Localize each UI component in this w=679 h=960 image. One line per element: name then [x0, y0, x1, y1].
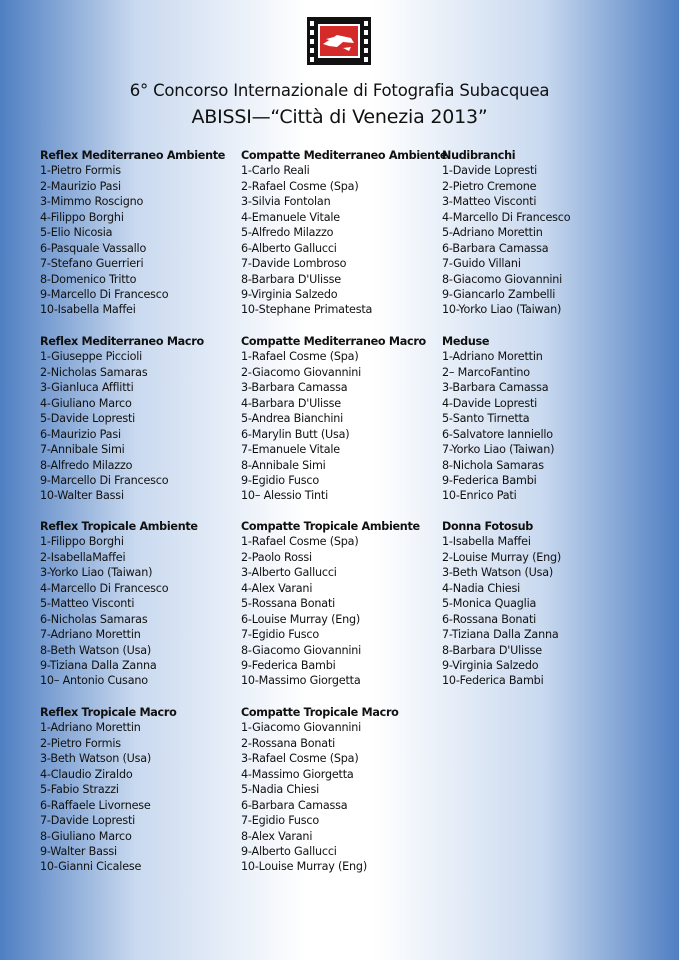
ranking-entry: 4-Barbara D'Ulisse — [241, 396, 341, 410]
ranking-entry: 6-Rossana Bonati — [442, 612, 537, 626]
ranking-entry: 4-Massimo Giorgetta — [241, 767, 354, 781]
ranking-entry: 1-Davide Lopresti — [442, 164, 538, 178]
ranking-entry: 8-Giacomo Giovannini — [442, 272, 563, 286]
category-heading: Nudibranchi — [442, 149, 516, 162]
ranking-entry: 2-Pietro Formis — [40, 736, 121, 750]
ranking-entry: 9-Virginia Salzedo — [442, 658, 539, 672]
ranking-entry: 5-Davide Lopresti — [40, 412, 136, 426]
ranking-entry: 3-Matteo Visconti — [442, 195, 537, 209]
ranking-entry: 10-Enrico Pati — [442, 489, 517, 503]
film-strip-flag-logo — [307, 17, 371, 65]
ranking-entry: 8-Barbara D'Ulisse — [442, 643, 542, 657]
ranking-entry: 1-Carlo Reali — [241, 164, 310, 178]
ranking-entry: 1-Adriano Morettin — [40, 721, 141, 735]
ranking-entry: 4-Marcello Di Francesco — [40, 581, 169, 595]
ranking-entry: 2-Paolo Rossi — [241, 550, 312, 564]
category-heading: Reflex Tropicale Macro — [40, 706, 177, 719]
ranking-entry: 3-Alberto Gallucci — [241, 566, 337, 580]
category-section — [40, 705, 240, 875]
ranking-entry: 6-Barbara Camassa — [442, 241, 549, 255]
ranking-entry: 9-Marcello Di Francesco — [40, 473, 169, 487]
ranking-entry: 9-Tiziana Dalla Zanna — [40, 658, 157, 672]
category-section — [442, 148, 642, 318]
ranking-entry: 5-Rossana Bonati — [241, 597, 336, 611]
ranking-entry: 7-Emanuele Vitale — [241, 443, 340, 457]
ranking-entry: 8-Nichola Samaras — [442, 458, 544, 472]
ranking-entry: 8-Alex Varani — [241, 829, 313, 843]
ranking-entry: 7-Davide Lombroso — [241, 257, 347, 271]
category-section — [241, 334, 441, 504]
category-heading: Donna Fotosub — [442, 520, 533, 533]
ranking-entry: 7-Yorko Liao (Taiwan) — [442, 443, 555, 457]
ranking-entry: 10-Yorko Liao (Taiwan) — [442, 303, 562, 317]
ranking-entry: 2-Maurizio Pasi — [40, 179, 121, 193]
ranking-entry: 7-Guido Villani — [442, 257, 521, 271]
category-section — [442, 334, 642, 504]
ranking-entry: 7-Adriano Morettin — [40, 628, 141, 642]
ranking-entry: 9-Walter Bassi — [40, 844, 117, 858]
ranking-entry: 4-Davide Lopresti — [442, 396, 538, 410]
ranking-entry: 2-Louise Murray (Eng) — [442, 550, 562, 564]
ranking-entry: 8-Barbara D'Ulisse — [241, 272, 341, 286]
ranking-entry: 8-Annibale Simi — [241, 458, 326, 472]
ranking-entry: 1-Adriano Morettin — [442, 350, 543, 364]
ranking-entry: 4-Nadia Chiesi — [442, 581, 521, 595]
ranking-entry: 3-Rafael Cosme (Spa) — [241, 752, 359, 766]
ranking-entry: 7-Annibale Simi — [40, 443, 125, 457]
category-section — [241, 519, 441, 689]
ranking-entry: 2-Nicholas Samaras — [40, 365, 148, 379]
ranking-entry: 9-Federica Bambi — [241, 658, 336, 672]
ranking-entry: 4-Filippo Borghi — [40, 210, 124, 224]
ranking-entry: 10-Massimo Giorgetta — [241, 674, 361, 688]
ranking-entry: 9-Federica Bambi — [442, 473, 537, 487]
ranking-entry: 9-Egidio Fusco — [241, 473, 319, 487]
category-heading: Compatte Mediterraneo Ambiente — [241, 149, 448, 162]
ranking-entry: 5-Monica Quaglia — [442, 597, 537, 611]
ranking-entry: 5-Santo Tirnetta — [442, 412, 530, 426]
ranking-entry: 5-Andrea Bianchini — [241, 412, 344, 426]
ranking-entry: 10-Gianni Cicalese — [40, 860, 142, 874]
ranking-entry: 4-Alex Varani — [241, 581, 313, 595]
category-section — [40, 519, 240, 689]
ranking-entry: 1-Pietro Formis — [40, 164, 121, 178]
category-section — [40, 334, 240, 504]
ranking-entry: 8-Giacomo Giovannini — [241, 643, 362, 657]
ranking-entry: 3-Barbara Camassa — [442, 381, 549, 395]
ranking-entry: 6-Nicholas Samaras — [40, 612, 148, 626]
category-section — [40, 148, 240, 318]
category-heading: Reflex Mediterraneo Ambiente — [40, 149, 226, 162]
ranking-entry: 5-Fabio Strazzi — [40, 783, 119, 797]
ranking-entry: 7-Tiziana Dalla Zanna — [442, 628, 559, 642]
ranking-entry: 2-Pietro Cremone — [442, 179, 537, 193]
ranking-entry: 6-Barbara Camassa — [241, 798, 348, 812]
ranking-entry: 4-Giuliano Marco — [40, 396, 132, 410]
ranking-entry: 10-Isabella Maffei — [40, 303, 136, 317]
ranking-entry: 1-Giacomo Giovannini — [241, 721, 362, 735]
ranking-entry: 3-Gianluca Afflitti — [40, 381, 134, 395]
ranking-entry: 5-Elio Nicosia — [40, 226, 113, 240]
ranking-entry: 5-Nadia Chiesi — [241, 783, 320, 797]
ranking-entry: 8-Beth Watson (Usa) — [40, 643, 152, 657]
ranking-entry: 2-Rafael Cosme (Spa) — [241, 179, 359, 193]
ranking-entry: 10– Alessio Tinti — [241, 489, 328, 503]
ranking-entry: 1-Isabella Maffei — [442, 535, 531, 549]
ranking-entry: 8-Giuliano Marco — [40, 829, 132, 843]
category-section — [442, 519, 642, 689]
ranking-entry: 7-Davide Lopresti — [40, 814, 136, 828]
ranking-entry: 5-Alfredo Milazzo — [241, 226, 334, 240]
ranking-entry: 6-Maurizio Pasi — [40, 427, 121, 441]
ranking-entry: 9-Giancarlo Zambelli — [442, 287, 556, 301]
ranking-entry: 2– MarcoFantino — [442, 365, 530, 379]
ranking-entry: 3-Beth Watson (Usa) — [40, 752, 152, 766]
ranking-entry: 3-Yorko Liao (Taiwan) — [40, 566, 153, 580]
ranking-entry: 10– Antonio Cusano — [40, 674, 148, 688]
ranking-entry: 4-Claudio Ziraldo — [40, 767, 133, 781]
category-heading: Compatte Mediterraneo Macro — [241, 335, 426, 348]
category-heading: Compatte Tropicale Macro — [241, 706, 399, 719]
ranking-entry: 1-Rafael Cosme (Spa) — [241, 535, 359, 549]
ranking-entry: 1-Filippo Borghi — [40, 535, 124, 549]
ranking-entry: 2-Giacomo Giovannini — [241, 365, 362, 379]
ranking-entry: 3-Barbara Camassa — [241, 381, 348, 395]
ranking-entry: 6-Raffaele Livornese — [40, 798, 151, 812]
ranking-entry: 9-Virginia Salzedo — [241, 287, 338, 301]
ranking-entry: 6-Alberto Gallucci — [241, 241, 337, 255]
ranking-entry: 10-Louise Murray (Eng) — [241, 860, 367, 874]
ranking-entry: 2-Rossana Bonati — [241, 736, 336, 750]
ranking-entry: 5-Matteo Visconti — [40, 597, 135, 611]
ranking-entry: 6-Pasquale Vassallo — [40, 241, 147, 255]
ranking-entry: 9-Alberto Gallucci — [241, 844, 337, 858]
category-section — [241, 705, 441, 875]
ranking-entry: 4-Marcello Di Francesco — [442, 210, 571, 224]
ranking-entry: 4-Emanuele Vitale — [241, 210, 340, 224]
ranking-entry: 7-Stefano Guerrieri — [40, 257, 144, 271]
ranking-entry: 10-Walter Bassi — [40, 489, 124, 503]
page-subtitle: ABISSI—“Città di Venezia 2013” — [191, 106, 488, 128]
category-heading: Compatte Tropicale Ambiente — [241, 520, 420, 533]
ranking-entry: 6-Salvatore Ianniello — [442, 427, 553, 441]
ranking-entry: 7-Egidio Fusco — [241, 814, 319, 828]
category-heading: Reflex Mediterraneo Macro — [40, 335, 204, 348]
ranking-entry: 8-Domenico Tritto — [40, 272, 137, 286]
category-section — [241, 148, 448, 318]
ranking-entry: 3-Mimmo Roscigno — [40, 195, 144, 209]
ranking-entry: 10-Stephane Primatesta — [241, 303, 373, 317]
ranking-entry: 1-Rafael Cosme (Spa) — [241, 350, 359, 364]
ranking-entry: 6-Marylin Butt (Usa) — [241, 427, 350, 441]
ranking-entry: 9-Marcello Di Francesco — [40, 287, 169, 301]
page-title: 6° Concorso Internazionale di Fotografia Subacquea — [129, 81, 550, 100]
category-heading: Reflex Tropicale Ambiente — [40, 520, 198, 533]
ranking-entry: 5-Adriano Morettin — [442, 226, 543, 240]
ranking-entry: 3-Beth Watson (Usa) — [442, 566, 554, 580]
ranking-entry: 8-Alfredo Milazzo — [40, 458, 133, 472]
ranking-entry: 6-Louise Murray (Eng) — [241, 612, 361, 626]
ranking-entry: 2-IsabellaMaffei — [40, 550, 126, 564]
ranking-entry: 3-Silvia Fontolan — [241, 195, 331, 209]
category-heading: Meduse — [442, 335, 490, 348]
ranking-entry: 1-Giuseppe Piccioli — [40, 350, 143, 364]
ranking-entry: 7-Egidio Fusco — [241, 628, 319, 642]
ranking-entry: 10-Federica Bambi — [442, 674, 544, 688]
